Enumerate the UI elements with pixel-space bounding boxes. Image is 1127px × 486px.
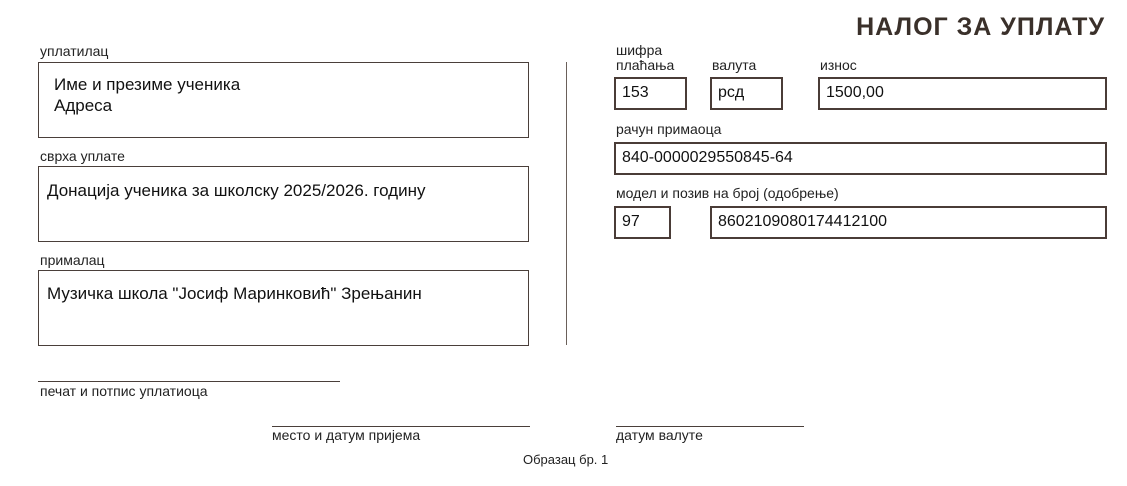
- currency-label: валута: [712, 57, 757, 73]
- column-divider: [566, 62, 567, 345]
- purpose-field[interactable]: [38, 166, 529, 242]
- reference-model-value: 97: [622, 213, 640, 230]
- purpose-label: сврха уплате: [40, 148, 125, 164]
- amount-label: износ: [820, 57, 857, 73]
- payment-code-field[interactable]: [614, 77, 687, 110]
- place-date-label: место и датум пријема: [272, 427, 421, 443]
- payer-name: Име и презиме ученика: [54, 75, 241, 94]
- recipient-value: Музичка школа "Јосиф Маринковић" Зрењанин: [47, 284, 422, 303]
- account-field[interactable]: [614, 142, 1107, 175]
- reference-number-value: 8602109080174412100: [718, 213, 888, 230]
- amount-value: 1500,00: [826, 84, 884, 101]
- currency-value: рсд: [718, 84, 745, 101]
- recipient-label: прималац: [40, 252, 105, 268]
- signature-label: печат и потпис уплатиоца: [40, 383, 208, 399]
- signature-line: [38, 381, 340, 382]
- amount-field[interactable]: [818, 77, 1107, 110]
- reference-model-field[interactable]: [614, 206, 671, 239]
- payment-code-label: шифра плаћања: [616, 42, 675, 73]
- value-date-label: датум валуте: [616, 427, 703, 443]
- payer-label: уплатилац: [40, 43, 109, 59]
- payer-field[interactable]: [38, 62, 529, 138]
- payer-address: Адреса: [54, 96, 113, 115]
- recipient-field[interactable]: [38, 270, 529, 346]
- reference-label: модел и позив на број (одобрење): [616, 185, 839, 201]
- form-title: НАЛОГ ЗА УПЛАТУ: [856, 13, 1105, 41]
- account-label: рачун примаоца: [616, 121, 722, 137]
- currency-field[interactable]: [710, 77, 783, 110]
- account-value: 840-0000029550845-64: [622, 149, 793, 166]
- purpose-value: Донација ученика за школску 2025/2026. годину: [47, 181, 426, 200]
- payment-code-value: 153: [622, 84, 649, 101]
- reference-number-field[interactable]: [710, 206, 1107, 239]
- form-number: Образац бр. 1: [523, 452, 609, 467]
